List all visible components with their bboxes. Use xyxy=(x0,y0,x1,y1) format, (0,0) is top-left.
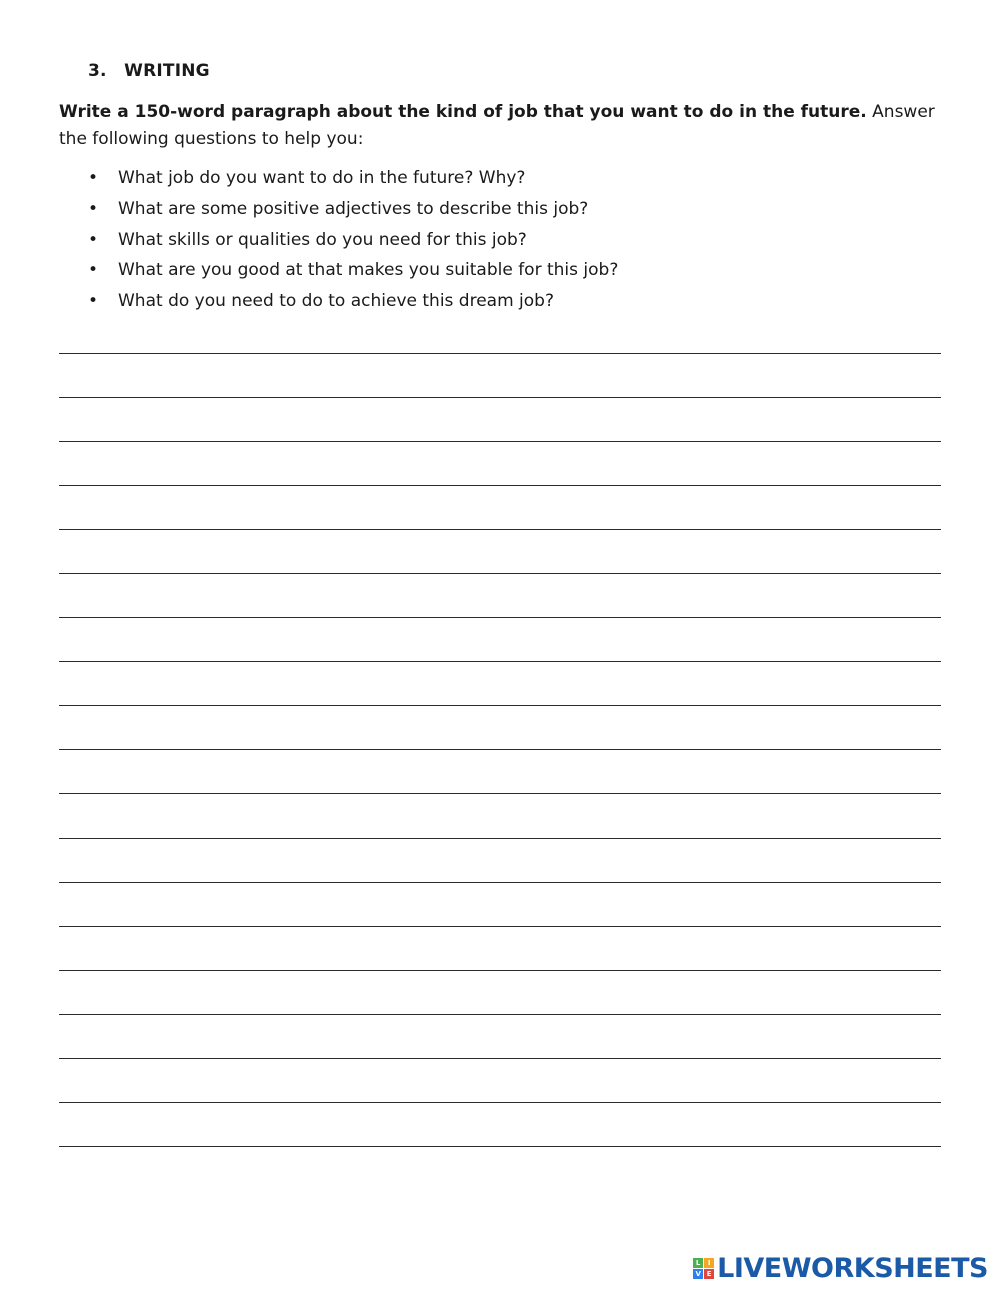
bullet-icon: • xyxy=(88,229,99,250)
answer-line-rule xyxy=(59,705,941,706)
answer-line[interactable] xyxy=(59,962,941,1006)
answer-line[interactable] xyxy=(59,345,941,389)
answer-line[interactable] xyxy=(59,521,941,565)
answer-line-rule xyxy=(59,1014,941,1015)
bullet-icon: • xyxy=(88,260,99,281)
question-item xyxy=(59,228,618,259)
answer-line[interactable] xyxy=(59,477,941,521)
brand-mark-letter: I xyxy=(704,1258,714,1268)
answer-line-rule xyxy=(59,485,941,486)
answer-line-rule xyxy=(59,1146,941,1147)
answer-line-rule xyxy=(59,926,941,927)
instructions-bold: Write a 150-word paragraph about the kind of job that you want to do in the future. xyxy=(59,102,867,122)
answer-lines-area[interactable] xyxy=(59,345,941,1182)
answer-line[interactable] xyxy=(59,433,941,477)
bullet-icon: • xyxy=(88,168,99,188)
bullet-icon: • xyxy=(88,198,99,219)
answer-line-rule xyxy=(59,617,941,618)
question-text: What skills or qualities do you need for this job? xyxy=(118,229,527,250)
answer-line[interactable] xyxy=(59,1094,941,1138)
answer-line[interactable] xyxy=(59,609,941,653)
brand-mark-letter: V xyxy=(693,1269,703,1279)
answer-line[interactable] xyxy=(59,697,941,741)
answer-line-rule xyxy=(59,397,941,398)
guiding-questions-list xyxy=(59,166,618,320)
answer-line[interactable] xyxy=(59,874,941,918)
brand-mark-letter: E xyxy=(704,1269,714,1279)
answer-line[interactable] xyxy=(59,830,941,874)
section-title: WRITING xyxy=(124,61,210,81)
answer-line-rule xyxy=(59,749,941,750)
answer-line[interactable] xyxy=(59,785,941,829)
answer-line-rule xyxy=(59,793,941,794)
answer-line[interactable] xyxy=(59,653,941,697)
question-item xyxy=(59,258,618,289)
answer-line-rule xyxy=(59,441,941,442)
brand-name: LIVEWORKSHEETS xyxy=(717,1253,988,1284)
answer-line[interactable] xyxy=(59,741,941,785)
question-item xyxy=(59,197,618,228)
liveworksheets-mark-icon xyxy=(693,1258,714,1279)
question-text: What are some positive adjectives to describe this job? xyxy=(118,198,589,219)
answer-line[interactable] xyxy=(59,1050,941,1094)
answer-line[interactable] xyxy=(59,565,941,609)
answer-line-rule xyxy=(59,661,941,662)
answer-line-rule xyxy=(59,838,941,839)
bullet-icon: • xyxy=(88,291,99,311)
answer-line-rule xyxy=(59,573,941,574)
answer-line-rule xyxy=(59,1058,941,1059)
question-text: What do you need to do to achieve this dream job? xyxy=(118,291,554,311)
section-number: 3. xyxy=(88,61,107,81)
answer-line[interactable] xyxy=(59,1006,941,1050)
liveworksheets-logo xyxy=(693,1253,988,1284)
answer-line-rule xyxy=(59,882,941,883)
question-text: What job do you want to do in the future? Why? xyxy=(118,168,526,188)
section-heading xyxy=(88,61,210,81)
answer-line[interactable] xyxy=(59,389,941,433)
answer-line-rule xyxy=(59,353,941,354)
question-text: What are you good at that makes you suitable for this job? xyxy=(118,260,619,281)
answer-line-rule xyxy=(59,970,941,971)
answer-line[interactable] xyxy=(59,1138,941,1182)
answer-line[interactable] xyxy=(59,918,941,962)
question-item xyxy=(59,166,618,197)
instructions-normal: Answer the following questions to help you: xyxy=(59,102,935,149)
brand-mark-letter: L xyxy=(693,1258,703,1268)
answer-line-rule xyxy=(59,529,941,530)
answer-line-rule xyxy=(59,1102,941,1103)
question-item xyxy=(59,289,618,320)
writing-instructions xyxy=(59,99,944,153)
